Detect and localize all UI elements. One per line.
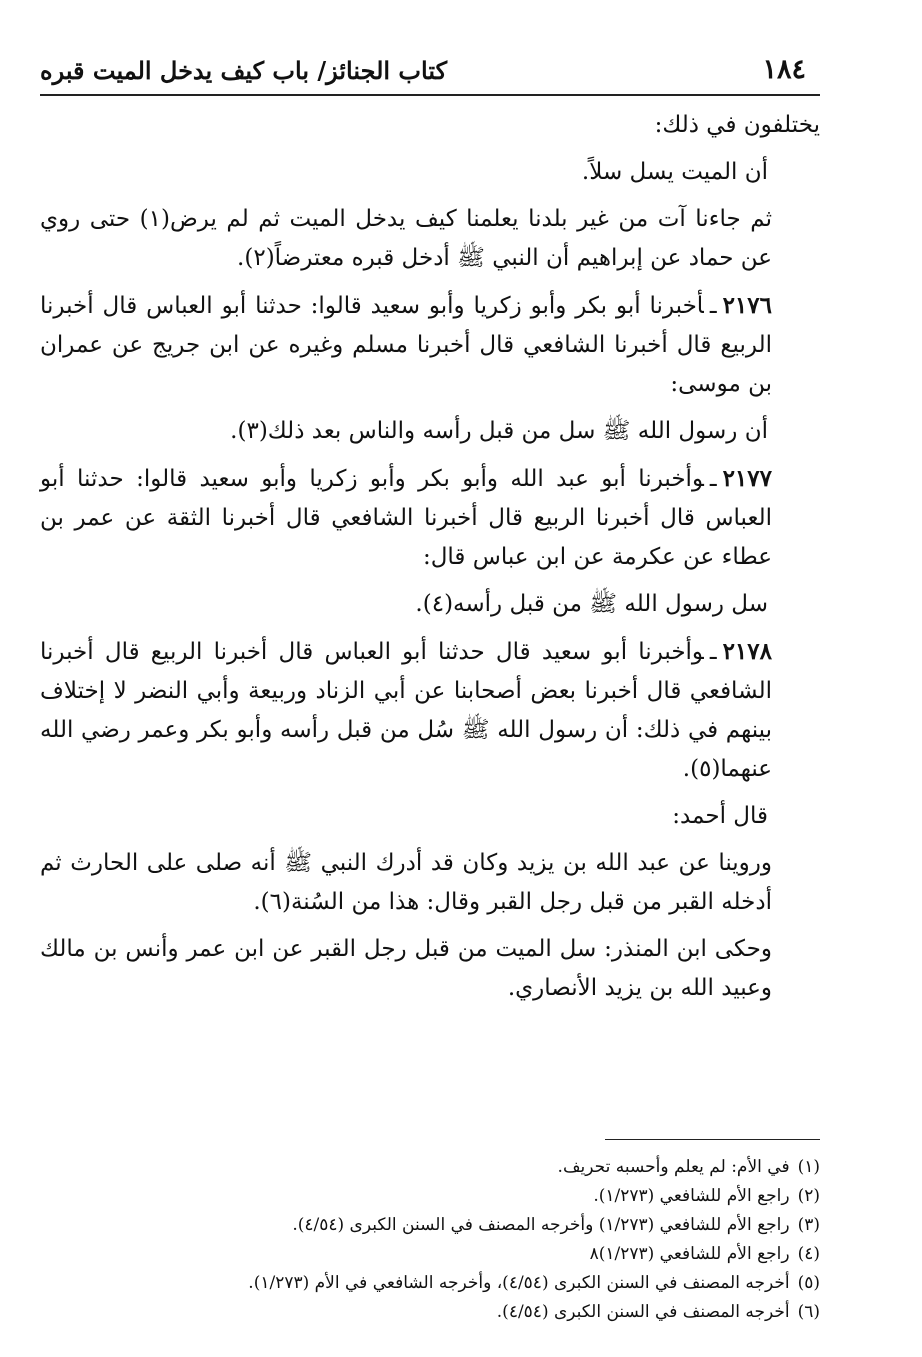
hadith-isnad: أخبرنا أبو بكر وأبو زكريا وأبو سعيد قالوا: حدثنا أبو العباس قال أخبرنا الربيع قال أخبرنا الشافعي قال أخبرنا مسلم وغيره عن ابن جريج عن عمران بن موسى: bbox=[40, 293, 772, 397]
hadith-isnad: وأخبرنا أبو سعيد قال حدثنا أبو العباس قال أخبرنا الربيع قال أخبرنا الشافعي قال أخبرنا بعض أصحابنا عن أبي الزناد وربيعة وأبي النضر لا إختلاف بينهم في ذلك: أن رسول الله ﷺ سُل من قبل رأسه وأبو بكر وعمر رضي الله عنهما(٥). bbox=[40, 639, 772, 782]
footnote-number: (١) bbox=[797, 1157, 820, 1177]
speaker-line: قال أحمد: bbox=[672, 803, 768, 829]
hadith-2176-matn: أن رسول الله ﷺ سل من قبل رأسه والناس بعد ذلك(٣). bbox=[230, 418, 768, 444]
hadith-number: ٢١٧٨ bbox=[722, 638, 772, 665]
footnote-list bbox=[40, 1154, 820, 1326]
footnote-text: راجع الأم للشافعي (١/٢٧٣). bbox=[593, 1186, 790, 1206]
footnote-number: (٥) bbox=[797, 1273, 820, 1293]
page-header bbox=[40, 38, 820, 96]
hadith-2176: ٢١٧٦ـأخبرنا أبو بكر وأبو زكريا وأبو سعيد قالوا: حدثنا أبو العباس قال أخبرنا الربيع قال أخبرنا الشافعي قال أخبرنا مسلم وغيره عن ابن جريج عن عمران بن موسى: bbox=[40, 292, 772, 397]
page-number: ١٨٤ bbox=[762, 54, 806, 85]
paragraph-abdullah: وروينا عن عبد الله بن يزيد وكان قد أدرك النبي ﷺ أنه صلى على الحارث ثم أدخله القبر من قبل رجل القبر وقال: هذا من السُنة(٦). bbox=[40, 850, 772, 915]
footnote-number: (٢) bbox=[797, 1186, 820, 1206]
footnote-divider bbox=[605, 1139, 820, 1140]
hadith-2178: ٢١٧٨ـوأخبرنا أبو سعيد قال حدثنا أبو العباس قال أخبرنا الربيع قال أخبرنا الشافعي قال أخبرنا بعض أصحابنا عن أبي الزناد وربيعة وأبي النضر لا إختلاف بينهم في ذلك: أن رسول الله ﷺ سُل من قبل رأسه وأبو بكر وعمر رضي الله عنهما(٥). bbox=[40, 638, 772, 782]
paragraph-ibn-mundhir: وحكى ابن المنذر: سل الميت من قبل رجل القبر عن ابن عمر وأنس بن مالك وعبيد الله بن يزيد الأنصاري. bbox=[40, 936, 772, 1001]
hadith-number: ٢١٧٦ bbox=[722, 292, 772, 319]
footnotes-section bbox=[40, 1113, 820, 1328]
footnote-text: في الأم: لم يعلم وأحسبه تحريف. bbox=[557, 1157, 790, 1177]
paragraph-statement: أن الميت يسل سلاً. bbox=[581, 159, 768, 185]
footnote bbox=[40, 1270, 820, 1297]
footnote bbox=[40, 1299, 820, 1326]
main-text bbox=[40, 96, 820, 1008]
paragraph-narration: ثم جاءنا آت من غير بلدنا يعلمنا كيف يدخل الميت ثم لم يرض(١) حتى روي عن حماد عن إبراهيم أن النبي ﷺ أدخل قبره معترضاً(٢). bbox=[40, 206, 773, 271]
footnote bbox=[40, 1241, 820, 1268]
footnote bbox=[40, 1154, 820, 1181]
footnote-text: راجع الأم للشافعي (١/٢٧٣)٨ bbox=[589, 1244, 790, 1264]
hadith-2177-matn: سل رسول الله ﷺ من قبل رأسه(٤). bbox=[415, 591, 768, 617]
footnote bbox=[40, 1183, 820, 1210]
footnote bbox=[40, 1212, 820, 1239]
hadith-2177: ٢١٧٧ـوأخبرنا أبو عبد الله وأبو بكر وأبو زكريا وأبو سعيد قالوا: حدثنا أبو العباس قال أخبرنا الربيع قال أخبرنا الشافعي قال أخبرنا الثقة عن عمر بن عطاء عن عكرمة عن ابن عباس قال: bbox=[40, 465, 772, 570]
footnote-number: (٣) bbox=[797, 1215, 820, 1235]
footnote-number: (٤) bbox=[797, 1244, 820, 1264]
footnote-text: أخرجه المصنف في السنن الكبرى (٤/٥٤)، وأخرجه الشافعي في الأم (١/٢٧٣). bbox=[248, 1273, 790, 1293]
footnote-text: راجع الأم للشافعي (١/٢٧٣) وأخرجه المصنف في السنن الكبرى (٤/٥٤). bbox=[292, 1215, 790, 1235]
paragraph-intro: يختلفون في ذلك: bbox=[654, 112, 820, 138]
hadith-number: ٢١٧٧ bbox=[722, 465, 772, 492]
book-page bbox=[40, 38, 820, 1328]
hadith-isnad: وأخبرنا أبو عبد الله وأبو بكر وأبو زكريا وأبو سعيد قالوا: حدثنا أبو العباس قال أخبرنا الربيع قال أخبرنا الشافعي قال أخبرنا الثقة عن عمر بن عطاء عن عكرمة عن ابن عباس قال: bbox=[40, 466, 772, 570]
footnote-number: (٦) bbox=[797, 1302, 820, 1322]
footnote-text: أخرجه المصنف في السنن الكبرى (٤/٥٤). bbox=[496, 1302, 790, 1322]
running-title: كتاب الجنائز/ باب كيف يدخل الميت قبره bbox=[40, 56, 448, 85]
